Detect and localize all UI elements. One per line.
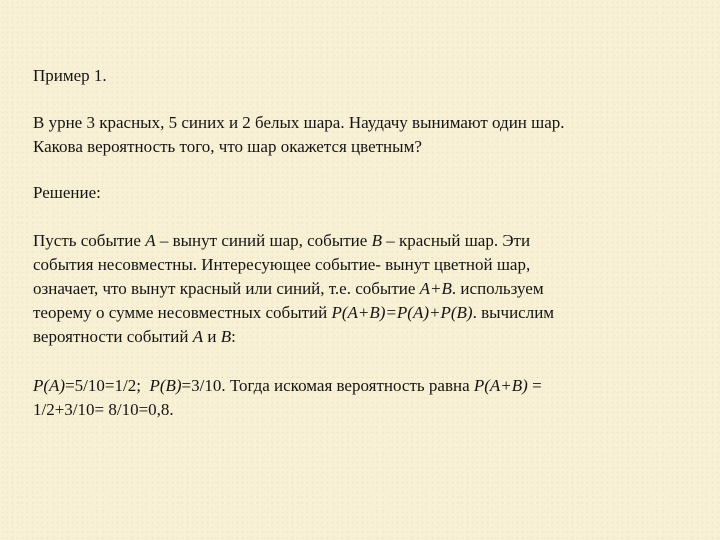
example-title: Пример 1.: [33, 66, 107, 85]
solution-text-span: – красный шар. Эти: [381, 231, 531, 250]
answer-line-2: 1/2+3/10= 8/10=0,8.: [33, 400, 174, 419]
event-a: А: [145, 231, 156, 250]
answer-text-span: Тогда искомая вероятность равна: [225, 376, 474, 395]
event-b: В: [371, 231, 382, 250]
solution-label: Решение:: [33, 183, 101, 202]
answer-text-span: =3/10.: [181, 376, 226, 395]
solution-text-span: . вычислим: [472, 303, 555, 322]
probability-sum: P(A+B): [473, 376, 528, 395]
solution-text-span: и: [203, 327, 221, 346]
solution-line-1: [33, 231, 530, 250]
solution-text-span: теорему о сумме несовместных событий: [33, 303, 332, 322]
event-b: В: [220, 327, 232, 346]
solution-text-span: вероятности событий: [33, 327, 193, 346]
answer-text: [33, 374, 693, 422]
problem-statement: [33, 111, 693, 159]
solution-text-span: означает, что вынут красный или синий, т.е. событие: [33, 279, 420, 298]
probability-b: P(B): [149, 376, 182, 395]
solution-line-4: [33, 303, 554, 322]
answer-text-span: =: [527, 376, 542, 395]
event-a: А: [192, 327, 204, 346]
answer-text-span: =5/10=1/2;: [65, 376, 141, 395]
solution-line-3: [33, 279, 544, 298]
solution-text-span: – вынут синий шар, событие: [155, 231, 372, 250]
solution-text-span: . используем: [451, 279, 544, 298]
problem-line-2: Какова вероятность того, что шар окажется цветным?: [33, 137, 422, 156]
solution-text-span: :: [231, 327, 236, 346]
problem-line-1: В урне 3 красных, 5 синих и 2 белых шара. Наудачу вынимают один шар.: [33, 113, 565, 132]
solution-text-span: Пусть событие: [33, 231, 146, 250]
event-sum: А+В: [419, 279, 452, 298]
slide-content: [33, 64, 693, 422]
solution-line-2: события несовместны. Интересующее событие- вынут цветной шар,: [33, 255, 531, 274]
answer-line-1: [33, 376, 542, 395]
solution-text: [33, 229, 693, 349]
sum-theorem-formula: Р(А+В)=Р(А)+Р(В): [331, 303, 473, 322]
probability-a: P(A): [33, 376, 66, 395]
solution-line-5: [33, 327, 236, 346]
